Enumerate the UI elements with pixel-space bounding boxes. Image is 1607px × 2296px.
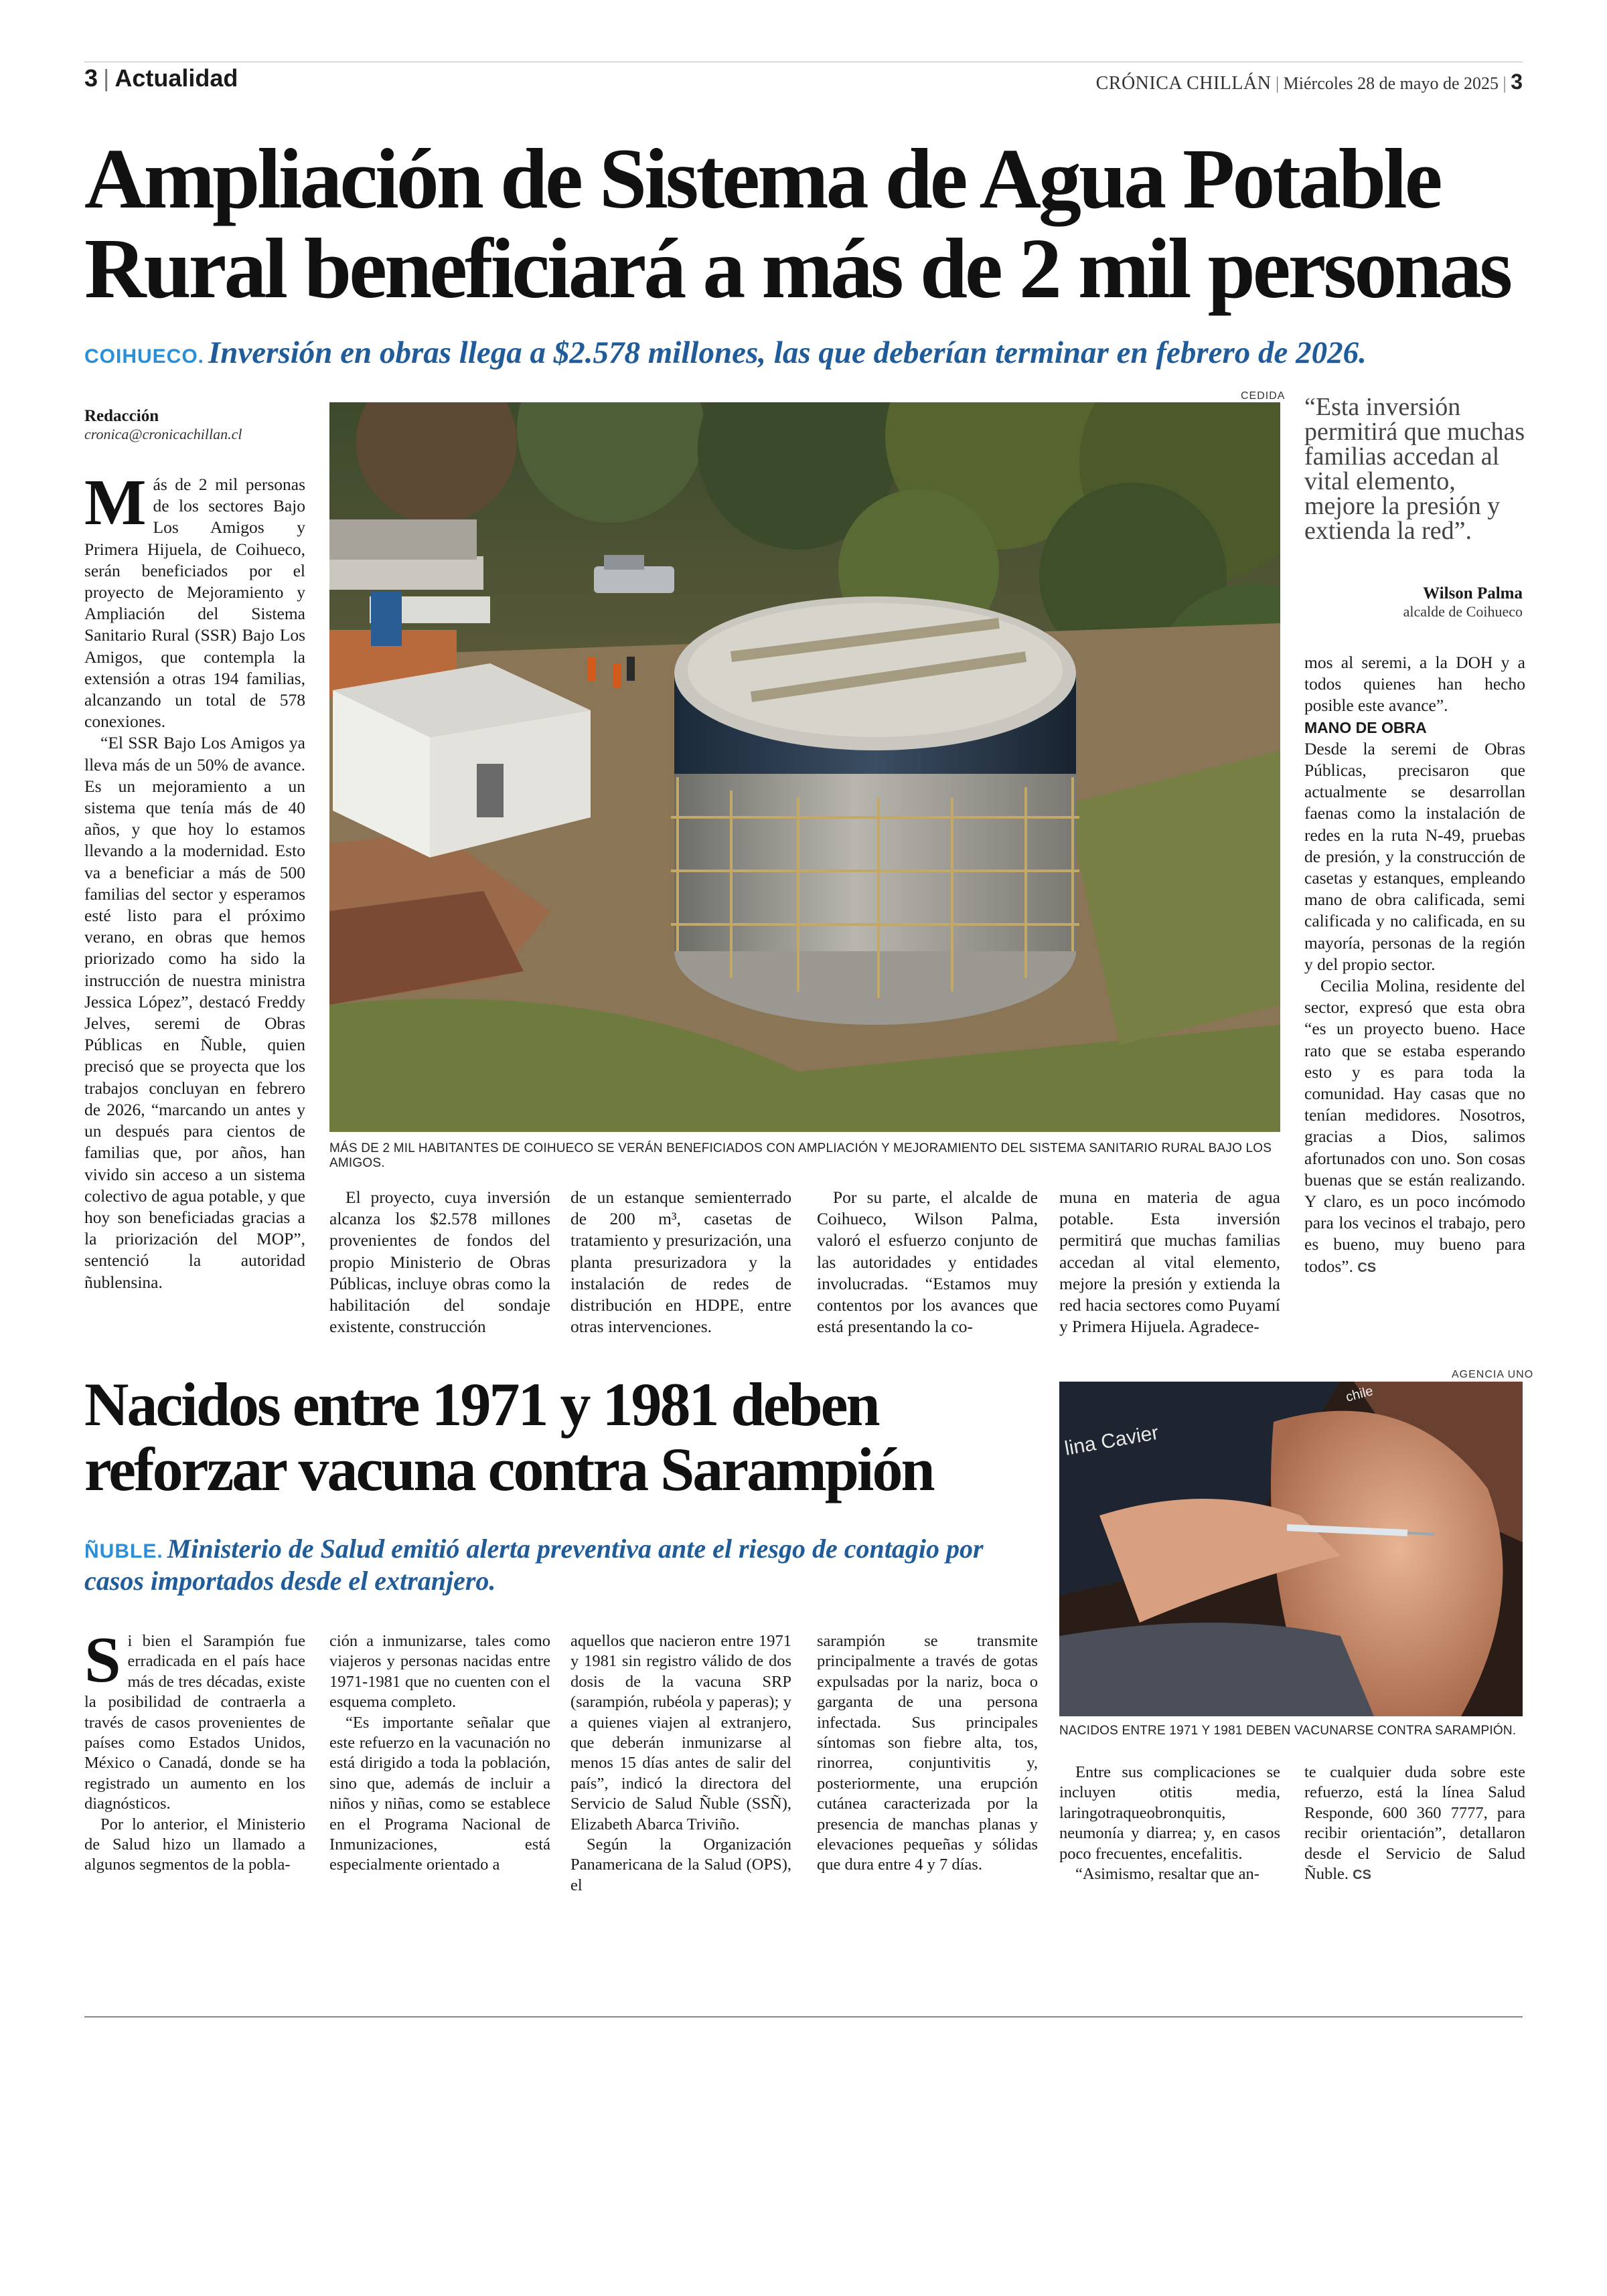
article1-column-6 bbox=[1304, 652, 1525, 1279]
publication-name: CRÓNICA CHILLÁN bbox=[1095, 73, 1272, 94]
article2-column-2 bbox=[329, 1631, 550, 1876]
article2-paragraph: aquellos que nacieron entre 1971 y 1981 sin registro válido de dos dosis de la vacuna SRP (sarampión, rubéola y paperas); y a quienes viajen al extranjero, que deberán inmunizarse al menos 15 días antes de salir del país”, indicó la directora del Servicio de Salud Ñuble (SSÑ), Elizabeth Abarca Triviño. bbox=[570, 1632, 791, 1833]
article1-deck bbox=[84, 335, 1531, 371]
article1-subhead: MANO DE OBRA bbox=[1304, 718, 1427, 736]
article2-column-1 bbox=[84, 1624, 305, 1876]
article1-headline bbox=[84, 131, 1531, 317]
section-name: Actualidad bbox=[114, 64, 238, 92]
article2-paragraph: Según la Organización Panamericana de la Salud (OPS), el bbox=[570, 1835, 791, 1894]
page-bottom-rule bbox=[84, 2016, 1523, 2018]
article2-paragraph: “Es importante señalar que este refuerzo en la vacunación no está dirigido a toda la población, sino que, además de incluir a niños y niñas, como se establece en el Programa Nacional de Inmunizaciones, está especialmente orientado a bbox=[329, 1713, 550, 1874]
masthead-info: CRÓNICA CHILLÁN | Miércoles 28 de mayo de 2025 | 3 bbox=[1095, 70, 1523, 94]
end-mark-icon: CS bbox=[1357, 1260, 1377, 1275]
article2-paragraph: sarampión se transmite principalmente a través de gotas expulsadas por la nariz, boca o garganta de una persona infectada. Sus principales síntomas son fiebre alta, tos, rinorrea, conjuntivitis y, posteriormente, una erupción cutánea caracterizada por la presencia de manchas planas y elevaciones pequeñas y sólidas que dura entre 4 y 7 días. bbox=[817, 1632, 1038, 1874]
article1-paragraph: Cecilia Molina, residente del sector, expresó que esta obra “es un proyecto bueno. Hace rato que se estaba esperando esto y es para toda la comunidad. Hay casas que no tenían medidores. Nosotros, gracias a Dios, salimos afortunados con uno. Son cosas buenas que se están realizando. Y claro, es un poco incómodo para los vecinos el trabajo, pero es bueno, muy bueno para todos”. CS bbox=[1304, 976, 1525, 1276]
article2-column-4 bbox=[817, 1631, 1038, 1876]
quote-author: Wilson Palma bbox=[1423, 584, 1523, 602]
sleeve-text: chile bbox=[1344, 1383, 1375, 1405]
article1-paragraph: muna en materia de agua potable. Esta inversión permitirá que muchas familias accedan al vital elemento, mejore la presión y extienda la red hacia sectores como Puyamí y Primera Hijuela. Agradece- bbox=[1059, 1187, 1280, 1337]
article1-deck-text: Inversión en obras llega a $2.578 millones, las que deberían terminar en febrero de 2026. bbox=[208, 335, 1367, 370]
article1-paragraph: Por su parte, el alcalde de Coihueco, Wilson Palma, valoró el esfuerzo conjunto de las autoridades y entidades involucradas. “Estamos muy contentos por los avances que está presentando la co- bbox=[817, 1187, 1038, 1337]
water-tank-construction-image bbox=[329, 402, 1280, 1132]
article2-column-3 bbox=[570, 1631, 791, 1896]
article2-paragraph: Por lo anterior, el Ministerio de Salud hizo un llamado a algunos segmentos de la pobla- bbox=[84, 1815, 305, 1874]
issue-date: Miércoles 28 de mayo de 2025 bbox=[1283, 74, 1499, 93]
article2-deck bbox=[84, 1533, 1042, 1597]
vaccination-image bbox=[1059, 1382, 1523, 1716]
pull-quote-attribution bbox=[1403, 584, 1523, 621]
article1-column-4 bbox=[817, 1187, 1038, 1337]
article2-kicker: ÑUBLE. bbox=[84, 1540, 163, 1562]
article1-column-3 bbox=[570, 1187, 791, 1337]
article2-headline-line2: reforzar vacuna contra Sarampión bbox=[84, 1434, 933, 1503]
end-mark-icon: CS bbox=[1353, 1868, 1371, 1883]
article2-photo bbox=[1059, 1382, 1523, 1716]
article1-photo bbox=[329, 402, 1280, 1132]
article1-byline bbox=[84, 407, 242, 444]
quote-role: alcalde de Coihueco bbox=[1403, 603, 1523, 620]
article2-column-6 bbox=[1304, 1762, 1525, 1885]
shirt-embroidery-text: lina Cavier bbox=[1063, 1421, 1160, 1460]
article1-headline-line1: Ampliación de Sistema de Agua Potable bbox=[84, 131, 1440, 226]
photo-credit: AGENCIA UNO bbox=[1452, 1369, 1534, 1380]
article1-column-1 bbox=[84, 467, 305, 1293]
article2-headline bbox=[84, 1372, 1055, 1501]
article2-paragraph: “Asimismo, resaltar que an- bbox=[1075, 1865, 1259, 1884]
dropcap: M bbox=[84, 467, 147, 539]
section-header: 3 | Actualidad bbox=[84, 64, 238, 92]
article2-paragraph: Entre sus complicaciones se incluyen otitis media, laringotraqueobronquitis, neumonía y diarrea; y, en casos poco frecuentes, encefalitis. bbox=[1059, 1763, 1280, 1863]
article1-paragraph: El proyecto, cuya inversión alcanza los $2.578 millones provenientes de fondos del propio Ministerio de Obras Públicas, incluye obras como la habilitación del sondaje existente, construcción bbox=[329, 1187, 550, 1337]
byline-name: Redacción bbox=[84, 407, 159, 425]
article2-paragraph: te cualquier duda sobre este refuerzo, está la línea Salud Responde, 600 360 7777, para recibir orientación”, detallaron desde el Servicio de Salud Ñuble. CS bbox=[1304, 1763, 1525, 1884]
page-number-left: 3 bbox=[84, 64, 98, 92]
article1-photo-caption: MÁS DE 2 MIL HABITANTES DE COIHUECO SE VERÁN BENEFICIADOS CON AMPLIACIÓN Y MEJORAMIENTO DEL SISTEMA SANITARIO RURAL BAJO LOS AMIGOS. bbox=[329, 1141, 1272, 1170]
article1-paragraph: mos al seremi, a la DOH y a todos quienes han hecho posible este avance”. bbox=[1304, 653, 1525, 716]
article2-paragraph: Si bien el Sarampión fue erradicada en el país hace más de tres décadas, existe la posibilidad de contraerla a través de casos provenientes de países como Estados Unidos, México o Canadá, donde se ha registrado un aumento en los diagnósticos. bbox=[84, 1624, 305, 1813]
article1-paragraph: “El SSR Bajo Los Amigos ya lleva más de un 50% de avance. Es un mejoramiento a un sistema que tenía más de 40 años, y que hoy lo estamos llevando a la modernidad. Esto va a beneficiar a más de 500 familias del sector y esperamos esté listo para el próximo verano, en obras que hemos priorizado como ha sido la instrucción de nuestra ministra Jessica López”, destacó Freddy Jelves, seremi de Obras Públicas en Ñuble, quien precisó que se proyecta que los trabajos concluyan en febrero de 2026, “marcando un antes y un después para cientos de familias que, por años, han vivido sin acceso a un sistema colectivo de agua potable, y que hoy son beneficiadas gracias a la priorización del MOP”, sentenció la autoridad ñublensina. bbox=[84, 733, 305, 1292]
article2-column-5 bbox=[1059, 1762, 1280, 1884]
article1-paragraph: Más de 2 mil personas de los sectores Bajo Los Amigos y Primera Hijuela, de Coihueco, serán beneficiados por el proyecto de Mejoramiento y Ampliación del Sistema Sanitario Rural (SSR) Bajo Los Amigos, que contempla la extensión a otras 194 familias, alcanzando un total de 578 conexiones. bbox=[84, 467, 305, 732]
article1-paragraph: de un estanque semienterrado de 200 m³, casetas de tratamiento y presurización, una planta presurizadora y la instalación de redes de distribución en HDPE, entre otras intervenciones. bbox=[570, 1187, 791, 1337]
article2-paragraph: ción a inmunizarse, tales como viajeros y personas nacidas entre 1971-1981 que no cuenten con el esquema completo. bbox=[329, 1632, 550, 1712]
pull-quote: “Esta inversión permitirá que muchas familias accedan al vital elemento, mejore la presión y extienda la red”. bbox=[1304, 393, 1525, 545]
page-number-right: 3 bbox=[1511, 70, 1523, 94]
article2-photo-caption: NACIDOS ENTRE 1971 Y 1981 DEBEN VACUNARSE CONTRA SARAMPIÓN. bbox=[1059, 1724, 1517, 1738]
article2-headline-line1: Nacidos entre 1971 y 1981 deben bbox=[84, 1370, 878, 1439]
photo-credit: CEDIDA bbox=[1241, 390, 1286, 402]
article1-column-2 bbox=[329, 1187, 550, 1337]
byline-email: cronica@cronicachillan.cl bbox=[84, 426, 242, 442]
article1-headline-line2: Rural beneficiará a más de 2 mil personas bbox=[84, 221, 1511, 317]
dropcap: S bbox=[84, 1624, 121, 1696]
article1-kicker: COIHUECO. bbox=[84, 345, 205, 367]
article1-paragraph: Desde la seremi de Obras Públicas, precisaron que actualmente se desarrollan faenas como la instalación de redes en la ruta N-49, pruebas de presión, y la construcción de casetas y estanques, empleando mano de obra calificada, semi calificada y no calificada, en su mayoría, personas de la región y del propio sector. bbox=[1304, 738, 1525, 974]
article1-column-5 bbox=[1059, 1187, 1280, 1337]
article2-deck-text: Ministerio de Salud emitió alerta preventiva ante el riesgo de contagio por casos importados desde el extranjero. bbox=[84, 1534, 984, 1596]
